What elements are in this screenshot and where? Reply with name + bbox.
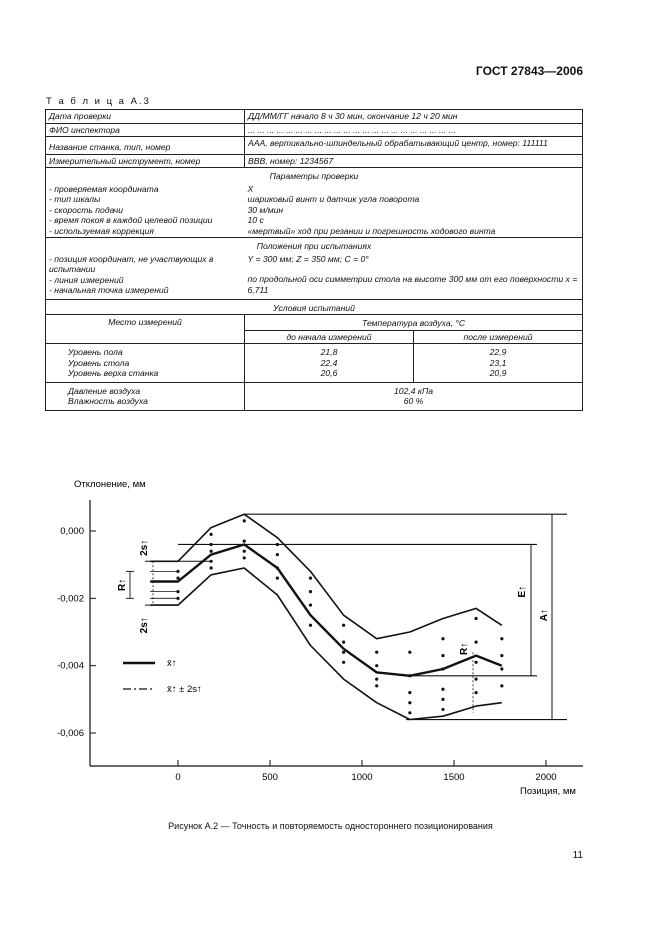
data-point (375, 678, 378, 681)
data-point (342, 624, 345, 627)
tick-labels (57, 526, 557, 783)
data-point (243, 550, 246, 553)
data-point (408, 711, 411, 714)
param-value: X (247, 183, 254, 194)
param-label: - используемая коррекция (49, 225, 154, 236)
data-point (500, 684, 503, 687)
data-point (408, 651, 411, 654)
place-header: Место измерений (46, 315, 245, 344)
param-value: 30 м/мин (247, 204, 284, 215)
table-row (46, 137, 583, 155)
section-header (46, 238, 583, 253)
row-label: Дата проверки (46, 110, 245, 124)
level-after: 23,1 (489, 357, 507, 368)
pressure-label: Давление воздуха (68, 385, 141, 396)
level-after: 20,9 (489, 368, 507, 378)
position-label: - линия измерений (49, 274, 124, 285)
data-point (408, 701, 411, 704)
params-block (46, 183, 583, 238)
section-header (46, 299, 583, 315)
param-label: - время покоя в каждой целевой позиции (49, 215, 213, 225)
row-label: Название станка, тип, номер (46, 137, 245, 155)
air-labels (46, 382, 245, 410)
level-before: 21,8 (320, 347, 338, 357)
param-value: 10 с (247, 215, 264, 225)
data-point (210, 533, 213, 536)
data-point (276, 553, 279, 556)
row-value: ДД/ММ/ГГ начало 8 ч 30 мин, окончание 12 ч 20 мин (245, 110, 583, 124)
table-row (46, 110, 583, 124)
inspection-table (45, 109, 583, 411)
data-point (474, 678, 477, 681)
positions-values (245, 253, 583, 300)
data-point (342, 651, 345, 654)
position-value: по продольной оси симметрии стола на высоте 300 мм от его поверхности x = 6,711 (247, 274, 578, 295)
positions-title: Положения при испытаниях (46, 238, 583, 253)
data-point (309, 577, 312, 580)
data-point (342, 641, 345, 644)
row-value: ААА, вертикально-шпиндельный обрабатывающий центр, номер: 111111 (245, 137, 583, 155)
row-value: ВВВ, номер: 1234567 (245, 154, 583, 168)
params-values (245, 183, 583, 238)
humidity-label: Влажность воздуха (68, 396, 148, 406)
label-r-right: R↑ (459, 642, 470, 655)
page-number: 11 (572, 850, 583, 861)
data-point (474, 661, 477, 664)
data-point (243, 519, 246, 522)
row-value: ... ... ... ... ... ... ... ... ... ... ... ... ... ... ... ... ... ... ... ... ... ... (245, 123, 583, 137)
data-point (441, 667, 444, 670)
data-point (441, 637, 444, 640)
data-point (500, 654, 503, 657)
level-before: 22,4 (320, 357, 338, 368)
params-labels (46, 183, 245, 238)
level-before: 20,6 (320, 368, 338, 378)
data-point (375, 684, 378, 687)
pressure-value: 102,4 кПа (394, 385, 433, 396)
levels-names (46, 344, 245, 383)
data-point (309, 590, 312, 593)
label-2s-lower: 2s↑ (139, 617, 150, 634)
y-tick-label: -0,006 (57, 728, 84, 739)
after-header: после измерений (414, 330, 583, 344)
series-line-1 (150, 514, 501, 639)
label-e: E↑ (517, 585, 528, 598)
air-block (46, 382, 583, 410)
label-2s-upper: 2s↑ (139, 539, 150, 556)
data-point (474, 641, 477, 644)
position-label: - начальная точка измерений (49, 285, 169, 295)
data-point (375, 664, 378, 667)
data-point (441, 688, 444, 691)
data-point (243, 556, 246, 559)
series-line-0 (150, 545, 501, 676)
x-tick-label: 2000 (535, 772, 557, 783)
param-value: шариковый винт и датчик угла поворота (247, 194, 420, 204)
y-tick-label: -0,002 (57, 593, 84, 605)
table-row (46, 154, 583, 168)
section-header (46, 168, 583, 183)
standard-number: ГОСТ 27843—2006 (475, 64, 583, 78)
x-axis-label: Позиция, мм (520, 786, 576, 797)
conditions-header (46, 315, 583, 331)
data-point (500, 637, 503, 640)
data-point (500, 667, 503, 670)
level-name: Уровень верха станка (68, 368, 159, 378)
positions-labels (46, 253, 245, 300)
y-axis-label: Отклонение, мм (74, 479, 146, 490)
x-tick-label: 1500 (443, 772, 465, 783)
data-point (375, 651, 378, 654)
humidity-value: 60 % (403, 396, 424, 406)
legend-label-mean: x̄↑ (167, 658, 177, 669)
data-point (309, 603, 312, 606)
conditions-title: Условия испытаний (46, 299, 583, 315)
param-value: «мертвый» ход при резании и погрешность ходового винта (247, 225, 496, 236)
positioning-chart (0, 470, 661, 810)
positions-block (46, 253, 583, 300)
data-point (276, 566, 279, 569)
level-name: Уровень пола (68, 347, 123, 357)
axes (90, 500, 583, 766)
air-values (245, 382, 583, 410)
x-tick-label: 500 (262, 772, 278, 783)
levels-after (414, 344, 583, 383)
param-label: - скорость подачи (49, 204, 123, 215)
levels-before (245, 344, 414, 383)
table-caption: Т а б л и ц а А.3 (46, 96, 151, 107)
level-after: 22,9 (489, 347, 507, 357)
row-label: ФИО инспектора (46, 123, 245, 137)
table-row (46, 123, 583, 137)
data-point (210, 566, 213, 569)
level-name: Уровень стола (68, 357, 130, 368)
levels-block (46, 344, 583, 383)
temp-header: Температура воздуха, °С (245, 315, 583, 331)
position-value: Y = 300 мм; Z = 350 мм; C = 0° (247, 253, 369, 264)
data-points (176, 519, 503, 714)
data-point (243, 540, 246, 543)
position-label: - позиция координат, не участвующих в испытании (49, 253, 214, 274)
legend (123, 658, 202, 695)
label-a: A↑ (539, 609, 550, 622)
data-point (441, 698, 444, 701)
figure-caption: Рисунок А.2 — Точность и повторяемость одностороннего позиционирования (168, 821, 493, 831)
data-point (408, 691, 411, 694)
before-header: до начала измерений (245, 330, 414, 344)
row-label: Измерительный инструмент, номер (46, 154, 245, 168)
y-tick-label: 0,000 (60, 526, 84, 537)
data-point (474, 617, 477, 620)
y-tick-label: -0,004 (57, 660, 84, 672)
data-point (342, 661, 345, 664)
data-point (441, 654, 444, 657)
data-point (309, 624, 312, 627)
x-tick-label: 0 (175, 772, 181, 783)
params-title: Параметры проверки (46, 168, 583, 183)
data-point (210, 550, 213, 553)
x-tick-label: 1000 (351, 772, 373, 783)
param-label: - тип шкалы (49, 194, 101, 204)
data-point (276, 577, 279, 580)
label-r-left: R↑ (117, 578, 128, 591)
data-point (441, 708, 444, 711)
data-point (176, 577, 179, 580)
param-label: - проверяемая координата (49, 183, 159, 194)
legend-label-band: x̄↑ ± 2s↑ (167, 684, 202, 695)
data-point (474, 691, 477, 694)
